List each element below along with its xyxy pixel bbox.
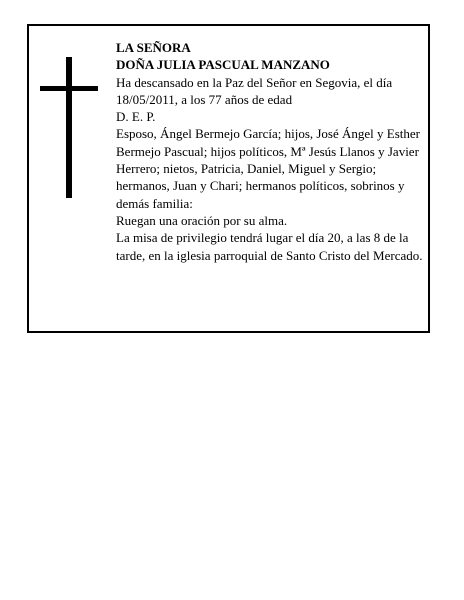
cross-vertical-bar [66, 57, 72, 198]
family-paragraph: Esposo, Ángel Bermejo García; hijos, José Ángel y Esther Bermejo Pascual; hijos políticos, Mª Jesús Llanos y Javier Herrero; nietos, Patricia, Daniel, Miguel y Sergio; hermanos, Juan y Chari; hermanos políticos, sobrinos y demás familia: [116, 126, 420, 211]
obituary-notice [27, 24, 430, 333]
cross-horizontal-bar [40, 86, 98, 91]
dep-paragraph: D. E. P. [116, 109, 156, 125]
heading-name: DOÑA JULIA PASCUAL MANZANO [116, 57, 330, 73]
prayer-paragraph: Ruegan una oración por su alma. [116, 212, 288, 228]
notice-text [116, 39, 426, 264]
death-paragraph: Ha descansado en la Paz del Señor en Segovia, el día 18/05/2011, a los 77 años de edad [116, 74, 393, 107]
mass-paragraph: La misa de privilegio tendrá lugar el día 20, a las 8 de la tarde, en la iglesia parroquial de Santo Cristo del Mercado. [116, 230, 423, 263]
heading-title: LA SEÑORA [116, 40, 191, 55]
